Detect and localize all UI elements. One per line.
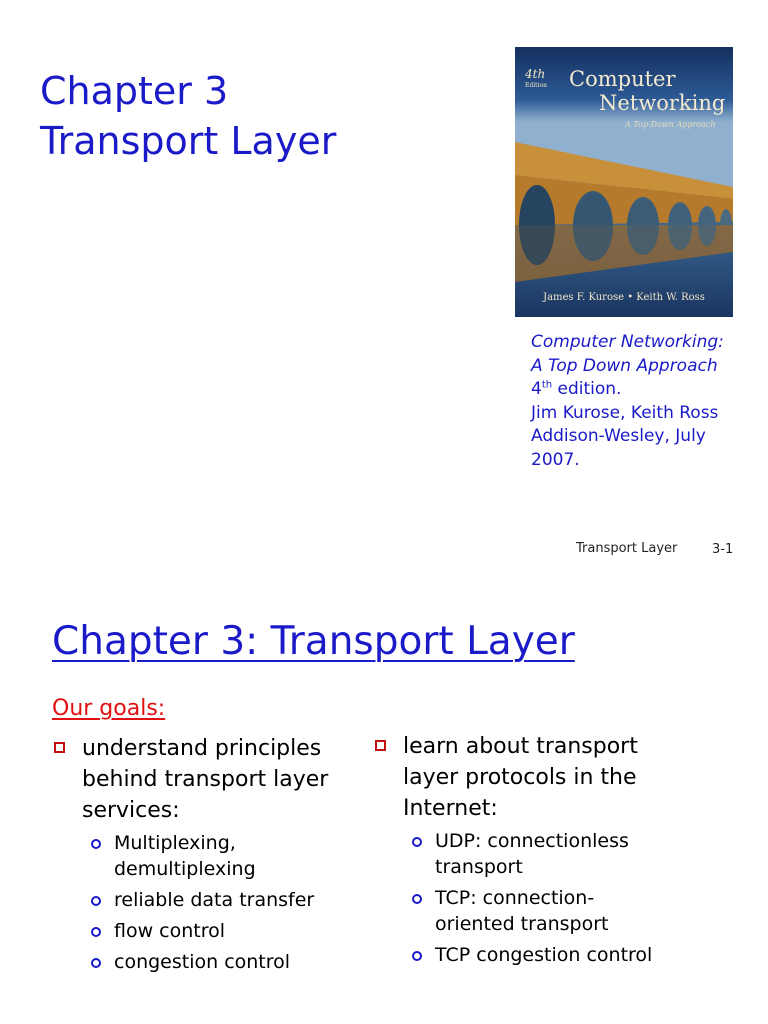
book-edition: 4th edition.: [531, 379, 622, 399]
circle-bullet-icon: [91, 927, 101, 937]
circle-bullet-icon: [412, 837, 422, 847]
book-cover-image: [515, 47, 733, 317]
goal-text: understand principles behind transport layer services:: [82, 736, 329, 823]
list-item: TCP: connection-oriented transport: [403, 885, 673, 937]
list-item: UDP: connectionless transport: [403, 828, 673, 880]
circle-bullet-icon: [412, 894, 422, 904]
circle-bullet-icon: [412, 951, 422, 961]
list-item: flow control: [82, 918, 352, 944]
goal-item: [52, 733, 352, 975]
footer-page-number: 3-1: [712, 542, 734, 557]
list-item: Multiplexing, demultiplexing: [82, 830, 352, 882]
list-item: congestion control: [82, 949, 352, 975]
circle-bullet-icon: [91, 958, 101, 968]
goals-heading: Our goals:: [52, 696, 166, 721]
circle-bullet-icon: [91, 896, 101, 906]
cover-title-line-2: Networking: [599, 91, 726, 115]
goal-text: learn about transport layer protocols in the Internet:: [403, 734, 638, 821]
book-title-line-1: Computer Networking:: [531, 332, 724, 352]
cover-subtitle: A Top-Down Approach: [625, 120, 716, 129]
cover-title-line-1: Computer: [569, 67, 676, 91]
book-authors: Jim Kurose, Keith Ross: [531, 402, 719, 423]
book-title-line-2: A Top Down Approach: [531, 355, 718, 376]
book-year: 2007.: [531, 449, 580, 470]
slide-1-title: Chapter 3 Transport Layer: [40, 69, 337, 163]
footer-label: Transport Layer: [576, 541, 678, 556]
goal-item: [373, 731, 673, 968]
goal-sublist: [82, 830, 352, 975]
book-reference: [531, 331, 756, 472]
right-goals-list: [373, 731, 673, 973]
square-bullet-icon: [375, 740, 386, 751]
list-item: reliable data transfer: [82, 887, 352, 913]
circle-bullet-icon: [91, 839, 101, 849]
cover-edition: 4th Edition: [525, 67, 547, 89]
list-item: TCP congestion control: [403, 942, 673, 968]
goal-sublist: [403, 828, 673, 968]
square-bullet-icon: [54, 742, 65, 753]
slide-2-title: Chapter 3: Transport Layer: [52, 619, 575, 664]
slide-2: [0, 600, 768, 1024]
left-goals-list: [52, 733, 352, 980]
cover-authors: James F. Kurose • Keith W. Ross: [543, 292, 705, 303]
book-publisher: Addison-Wesley, July: [531, 426, 706, 446]
